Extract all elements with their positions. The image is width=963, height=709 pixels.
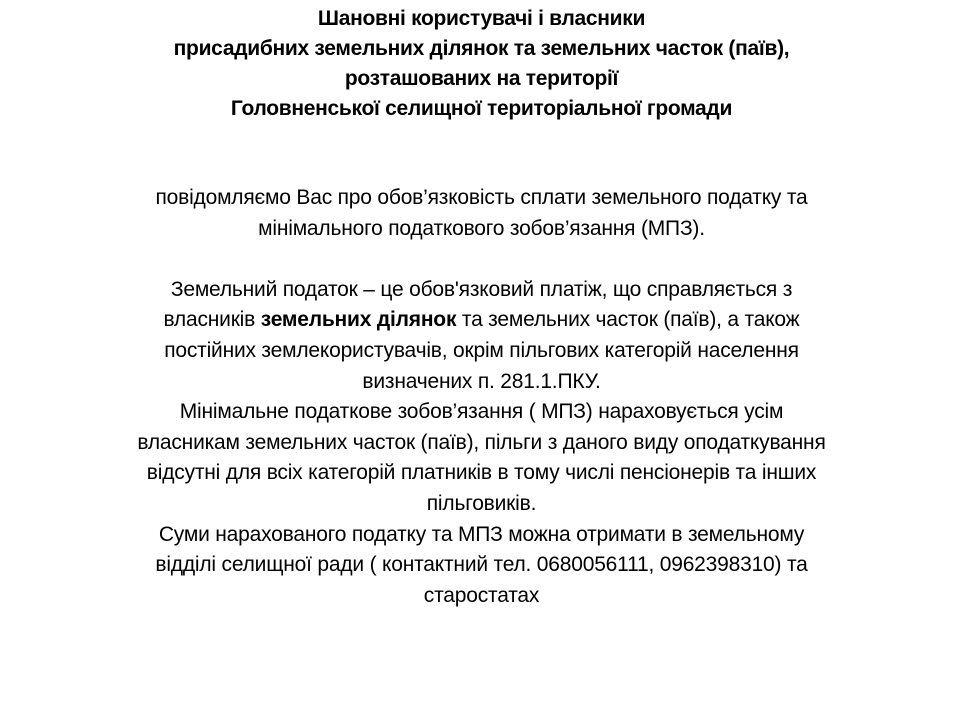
paragraph-spacer (0, 244, 963, 275)
heading-line-2: присадибних земельних ділянок та земельних часток (паїв), (173, 37, 790, 60)
heading-line-4: Головненської селищної територіальної громади (230, 97, 733, 120)
mpz-line-4: пільговиків. (426, 491, 537, 515)
intro-line-1: повідомляємо Вас про обов’язковість сплати земельного податку та (155, 186, 808, 209)
contact-line-1: Суми нарахованого податку та МПЗ можна отримати в земельному (158, 522, 805, 546)
announcement-heading (0, 4, 963, 124)
mpz-line-3: відсутні для всіх категорій платників в тому числі пенсіонерів та інших (146, 461, 817, 485)
intro-line-2: мінімального податкового зобов’язання (МПЗ). (258, 216, 705, 240)
announcement-body (0, 183, 963, 611)
land-tax-line-2 (0, 305, 963, 336)
land-tax-line-3: постійних землекористувачів, окрім пільгових категорій населення (164, 338, 799, 362)
heading-line-3: розташованих на території (344, 67, 619, 90)
land-tax-line-2-end: та земельних часток (паїв), а також (456, 308, 800, 332)
land-tax-line-1: Земельний податок – це обов'язковий платіж, що справляється з (170, 277, 793, 301)
contact-line-3: старостатах (423, 583, 540, 607)
heading-line-1: Шановні користувачі і власники (317, 7, 646, 30)
contact-line-2: відділі селищної ради ( контактний тел. 0680056111, 0962398310) та (155, 553, 808, 577)
mpz-line-2: власникам земельних часток (паїв), пільги з даного виду оподаткування (137, 430, 826, 454)
land-plots-emphasis: земельних ділянок (260, 308, 457, 332)
mpz-line-1: Мінімальне податкове зобов’язання ( МПЗ) нараховується усім (179, 400, 784, 424)
land-tax-line-2-start: власників (163, 308, 261, 332)
land-tax-line-4: визначених п. 281.1.ПКУ. (362, 369, 601, 393)
